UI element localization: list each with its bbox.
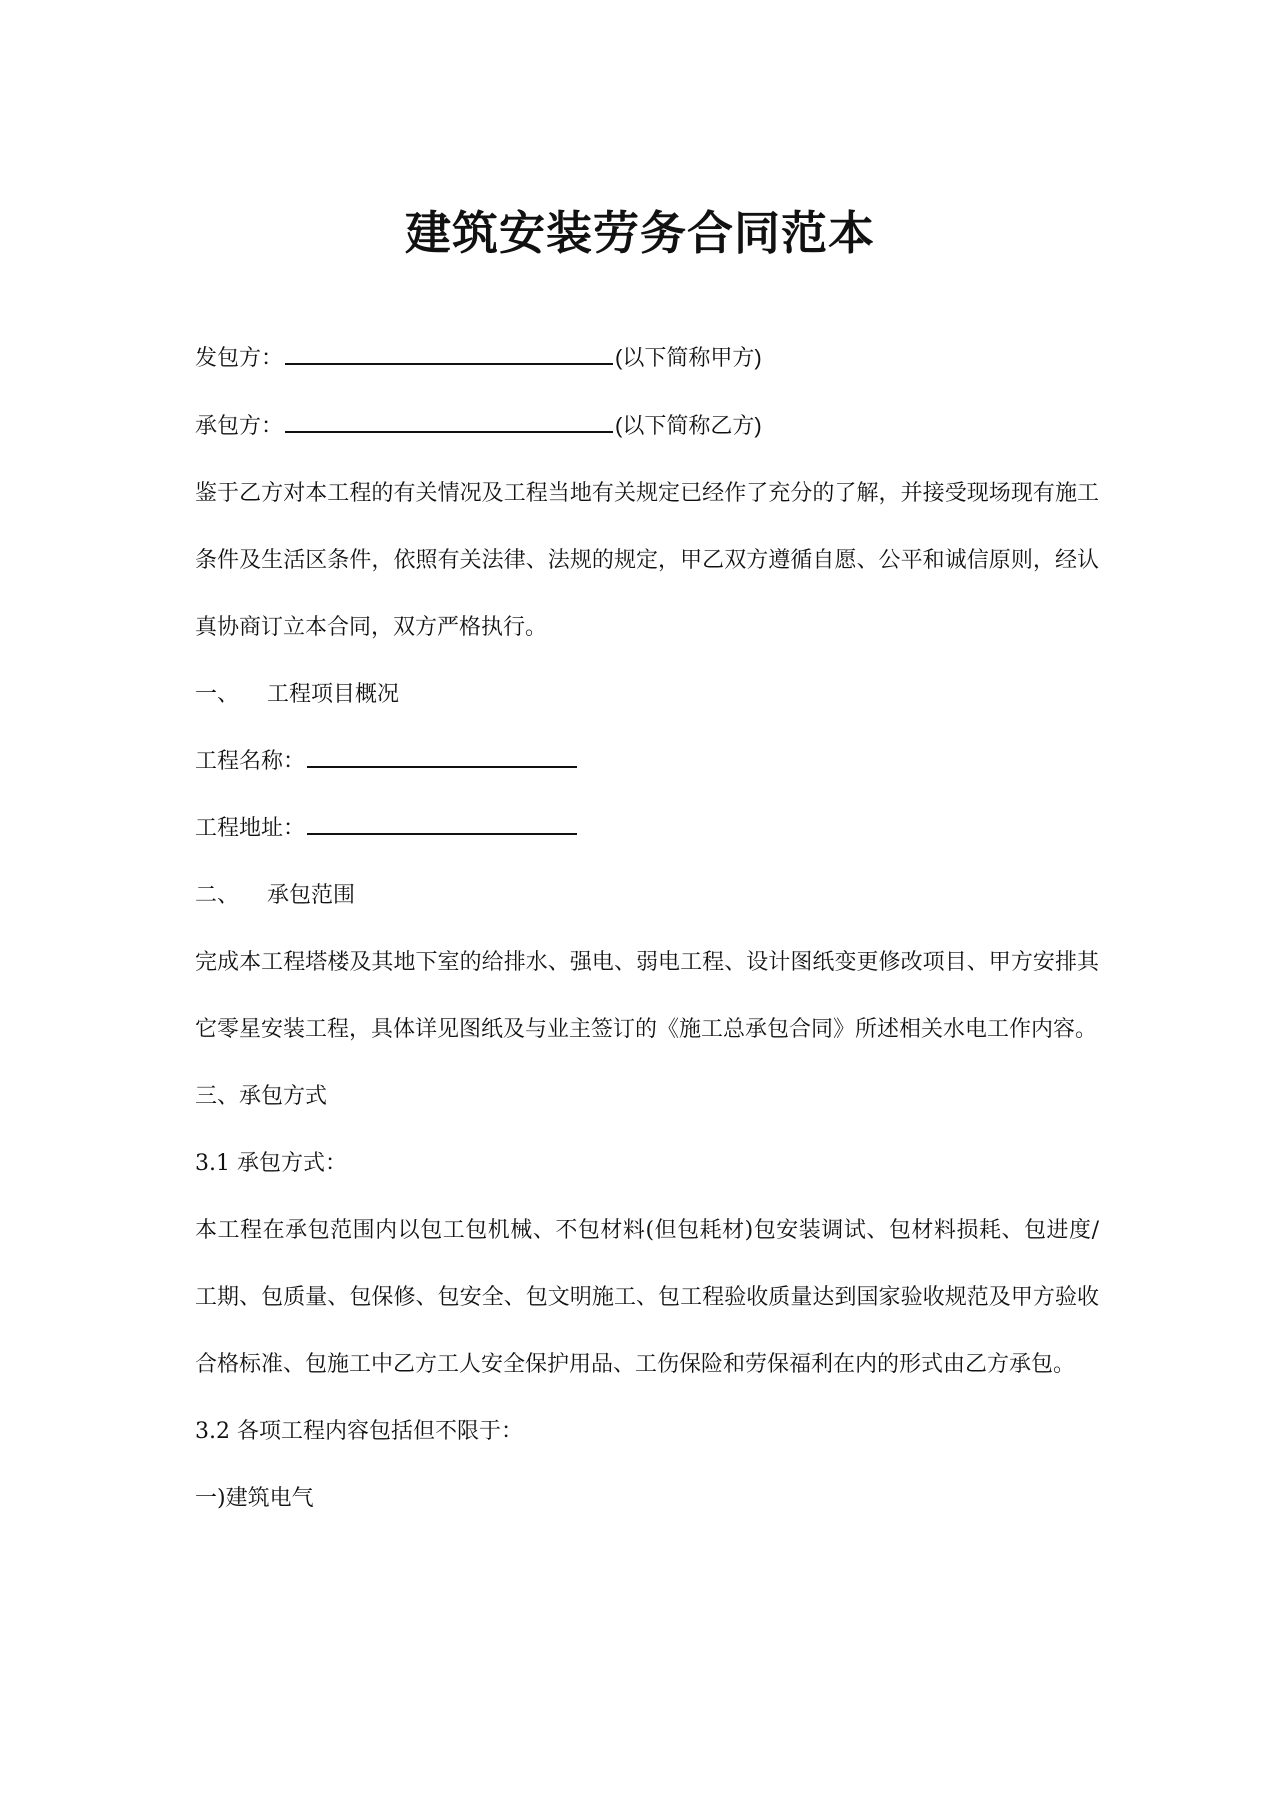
section-1-number: 一、 (195, 682, 240, 707)
item-building-electrical: 一)建筑电气 (195, 1486, 314, 1511)
project-address-line (195, 795, 1099, 862)
party-a-suffix: (以下简称甲方) (615, 345, 762, 370)
project-address-label: 工程地址： (195, 816, 306, 841)
subsection-3-2-title: 3.2 各项工程内容包括但不限于： (195, 1419, 523, 1444)
party-a-line (195, 324, 1099, 392)
party-a-blank (285, 362, 613, 365)
project-name-blank (307, 765, 577, 768)
project-name-label: 工程名称： (195, 749, 306, 774)
party-b-label: 承包方： (195, 414, 284, 439)
document-title: 建筑安装劳务合同范本 (405, 206, 875, 260)
document-body (195, 324, 1099, 1532)
project-address-blank (307, 832, 577, 835)
project-name-line (195, 728, 1099, 795)
section-1-heading (195, 661, 1099, 728)
section-2-number: 二、 (195, 883, 240, 908)
party-a-label: 发包方： (195, 346, 284, 371)
party-b-line (195, 392, 1099, 460)
party-b-suffix: (以下简称乙方) (615, 413, 762, 438)
section-1-title: 工程项目概况 (267, 682, 400, 707)
section-2-title: 承包范围 (267, 883, 356, 908)
subsection-3-1-title: 3.1 承包方式： (195, 1151, 347, 1176)
contract-method-paragraph: 本工程在承包范围内以包工包机械、不包材料(但包耗材)包安装调试、包材料损耗、包进度/工期、包质量、包保修、包安全、包文明施工、包工程验收质量达到国家验收规范及甲方验收合格标准、包施工中乙方工人安全保护用品、工伤保险和劳保福利在内的形式由乙方承包。 (195, 1218, 1099, 1377)
party-b-blank (285, 430, 613, 433)
scope-paragraph: 完成本工程塔楼及其地下室的给排水、强电、弱电工程、设计图纸变更修改项目、甲方安排其它零星安装工程，具体详见图纸及与业主签订的《施工总承包合同》所述相关水电工作内容。 (195, 950, 1099, 1042)
section-2-heading (195, 862, 1099, 929)
section-3-heading: 三、承包方式 (195, 1084, 328, 1109)
intro-paragraph: 鉴于乙方对本工程的有关情况及工程当地有关规定已经作了充分的了解，并接受现场现有施工条件及生活区条件，依照有关法律、法规的规定，甲乙双方遵循自愿、公平和诚信原则，经认真协商订立本合同，双方严格执行。 (195, 481, 1099, 640)
